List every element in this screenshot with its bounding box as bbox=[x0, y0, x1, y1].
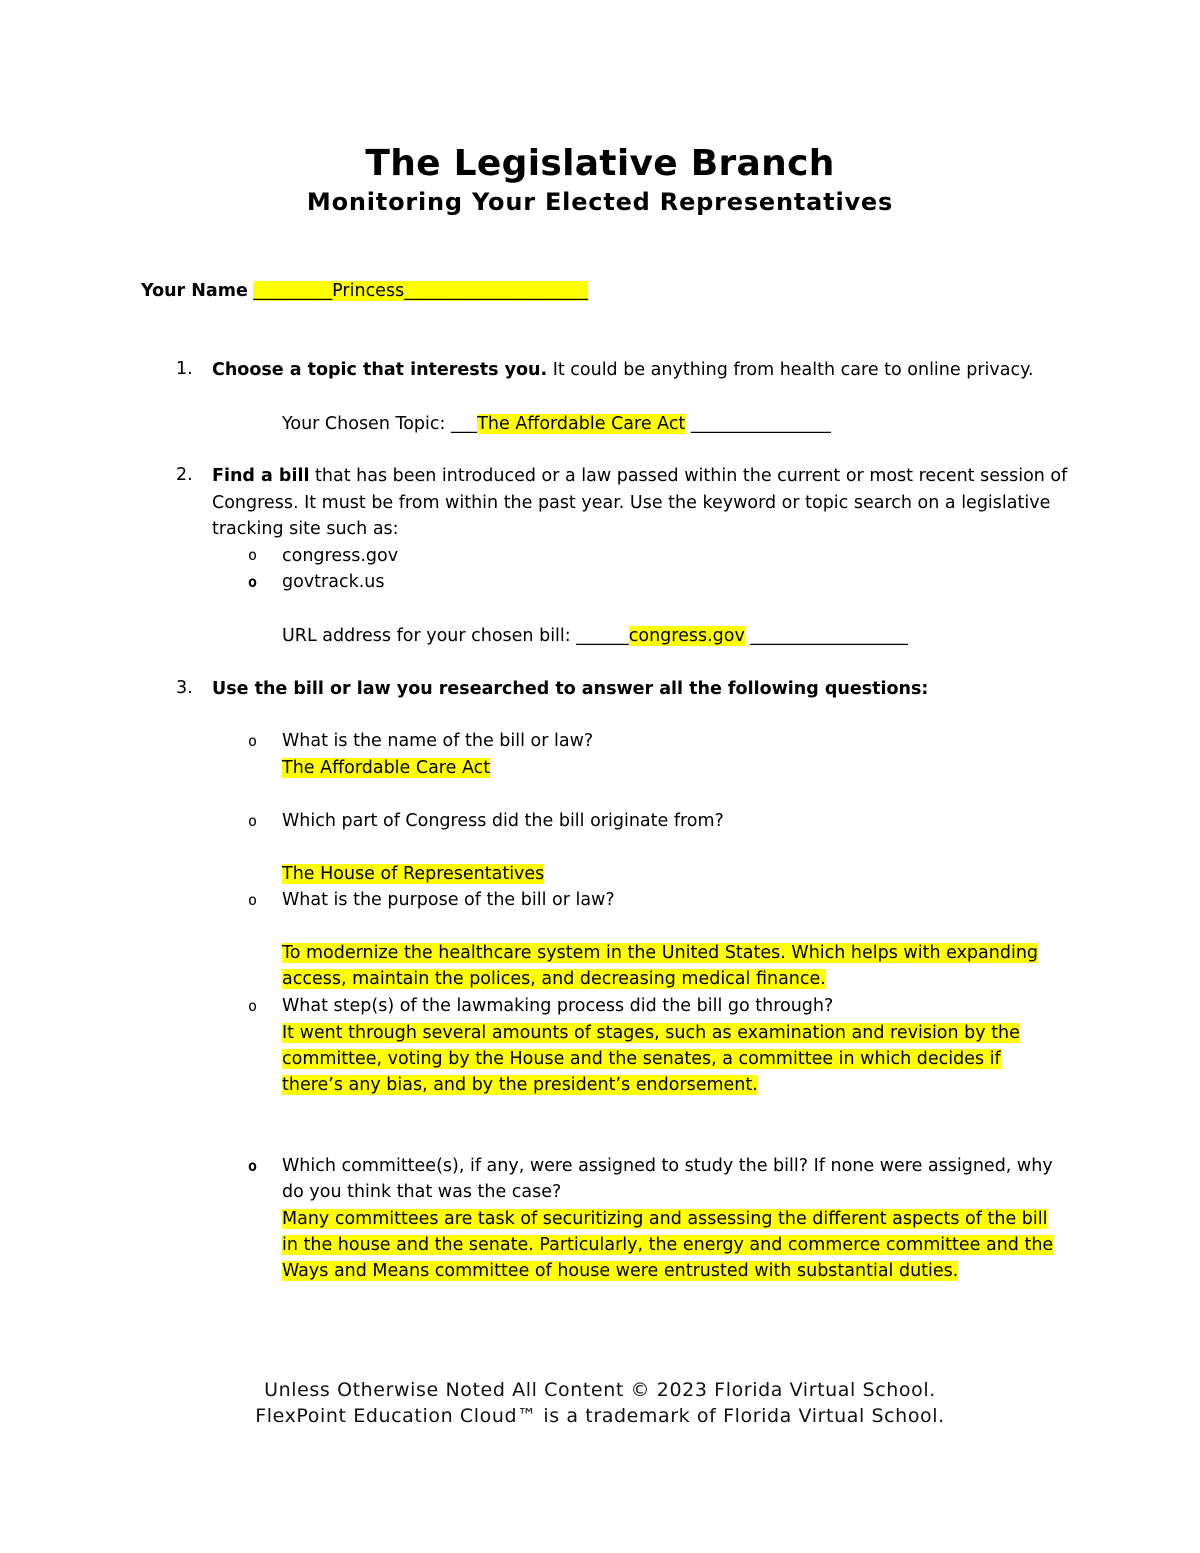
bullet-icon: o bbox=[248, 732, 258, 750]
question-name: What is the name of the bill or law? bbox=[282, 731, 594, 751]
answer-committees[interactable] bbox=[282, 1206, 1053, 1284]
url-line bbox=[282, 623, 908, 649]
bullet-icon: o bbox=[248, 997, 258, 1015]
question-purpose: What is the purpose of the bill or law? bbox=[282, 890, 615, 910]
q2-line1 bbox=[212, 463, 1067, 489]
question-steps: What step(s) of the lawmaking process did the bill go through? bbox=[282, 996, 834, 1016]
answer-purpose[interactable] bbox=[282, 940, 1038, 992]
answer-line: Ways and Means committee of house were entrusted with substantial duties. bbox=[282, 1261, 959, 1281]
answer-steps[interactable] bbox=[282, 1020, 1020, 1098]
answer-line: The Affordable Care Act bbox=[282, 758, 491, 778]
question-line: do you think that was the case? bbox=[282, 1182, 562, 1202]
q3-heading: Use the bill or law you researched to answer all the following questions: bbox=[212, 679, 929, 699]
name-line bbox=[141, 278, 588, 304]
site-govtrack: govtrack.us bbox=[282, 572, 385, 592]
answer-line: committee, voting by the House and the senates, a committee in which decides if bbox=[282, 1049, 1001, 1069]
bullet-icon: o bbox=[248, 812, 258, 830]
answer-origin[interactable] bbox=[282, 861, 544, 887]
footer-trademark: FlexPoint Education Cloud™ is a trademark of Florida Virtual School. bbox=[255, 1405, 945, 1427]
q1-rest: It could be anything from health care to online privacy. bbox=[547, 360, 1034, 380]
answer-line: in the house and the senate. Particularly, the energy and commerce committee and the bbox=[282, 1235, 1054, 1255]
answer-name[interactable] bbox=[282, 755, 490, 781]
q2-line3: tracking site such as: bbox=[212, 519, 399, 539]
answer-line: Many committees are task of securitizing and assessing the different aspects of the bill bbox=[282, 1209, 1048, 1229]
answer-line: The House of Representatives bbox=[282, 864, 545, 884]
name-post-underscores: _____________________ bbox=[404, 281, 588, 301]
url-value[interactable]: congress.gov bbox=[628, 626, 745, 646]
url-post: __________________ bbox=[744, 626, 908, 646]
question-line: Which committee(s), if any, were assigned to study the bill? If none were assigned, why bbox=[282, 1156, 1053, 1176]
q1-bold: Choose a topic that interests you. bbox=[212, 360, 548, 380]
q2-bold: Find a bill bbox=[212, 466, 310, 486]
topic-label: Your Chosen Topic: ___ bbox=[282, 414, 478, 434]
question-committees bbox=[282, 1153, 1053, 1205]
question-origin: Which part of Congress did the bill originate from? bbox=[282, 811, 724, 831]
q2-number: 2. bbox=[176, 465, 193, 485]
bullet-icon: o bbox=[248, 1157, 258, 1175]
answer-line: To modernize the healthcare system in the United States. Which helps with expanding bbox=[282, 943, 1039, 963]
q3-number: 3. bbox=[176, 678, 193, 698]
bullet-icon: o bbox=[248, 546, 258, 564]
q1-answer-line bbox=[282, 411, 831, 437]
name-field[interactable] bbox=[253, 281, 588, 301]
footer-copyright: Unless Otherwise Noted All Content © 2023 Florida Virtual School. bbox=[264, 1379, 936, 1401]
name-value: Princess bbox=[332, 281, 405, 301]
bullet-icon: o bbox=[248, 891, 258, 909]
url-label: URL address for your chosen bill: ______ bbox=[282, 626, 629, 646]
q1-number: 1. bbox=[176, 359, 193, 379]
page-subtitle: Monitoring Your Elected Representatives bbox=[306, 188, 894, 216]
topic-post: ________________ bbox=[685, 414, 831, 434]
bullet-icon: o bbox=[248, 573, 258, 591]
name-label: Your Name bbox=[141, 281, 248, 301]
name-pre-underscores: _________ bbox=[253, 281, 333, 301]
q1-text bbox=[212, 357, 1034, 383]
answer-line: It went through several amounts of stages, such as examination and revision by the bbox=[282, 1023, 1020, 1043]
answer-line: access, maintain the polices, and decreasing medical finance. bbox=[282, 969, 826, 989]
topic-value[interactable]: The Affordable Care Act bbox=[477, 414, 686, 434]
answer-line: there’s any bias, and by the president’s endorsement. bbox=[282, 1075, 758, 1095]
site-congress: congress.gov bbox=[282, 546, 399, 566]
q2-line2: Congress. It must be from within the past year. Use the keyword or topic search on a legislative bbox=[212, 493, 1051, 513]
q2-line1-rest: that has been introduced or a law passed within the current or most recent session of bbox=[309, 466, 1068, 486]
page-title: The Legislative Branch bbox=[365, 143, 835, 184]
